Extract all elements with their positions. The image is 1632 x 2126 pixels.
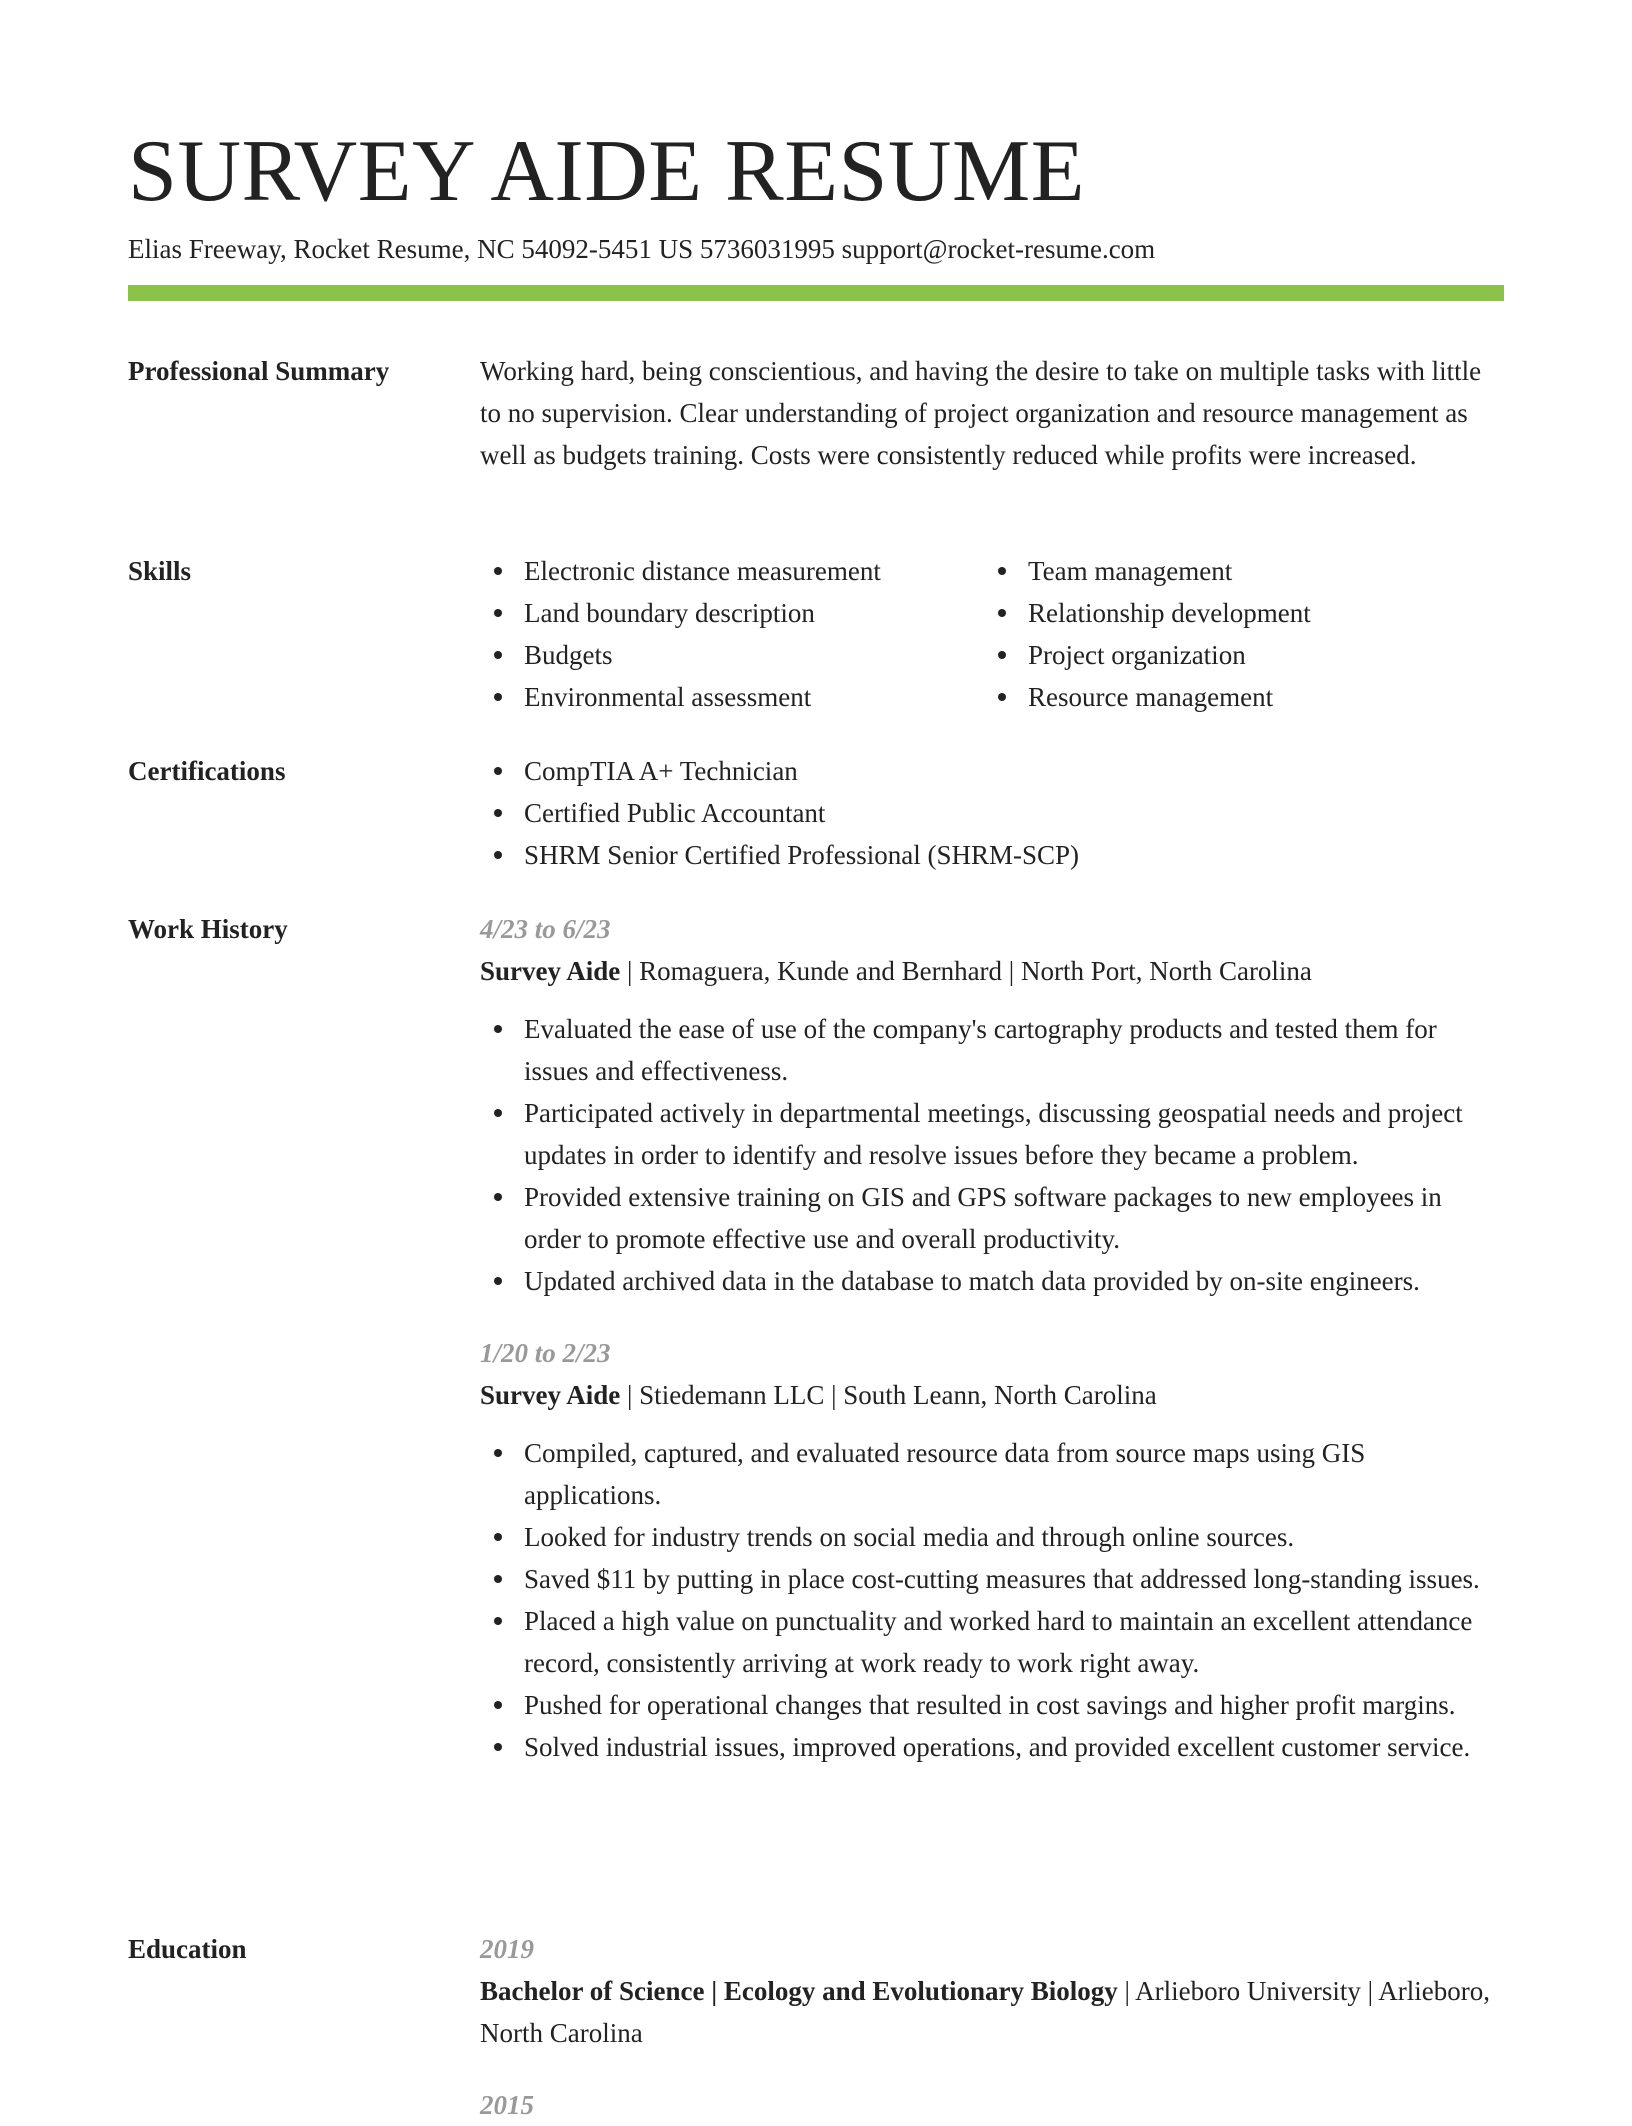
work-history-content [480,908,1504,1798]
skill-item: Electronic distance measurement [480,550,980,592]
education-degree: Bachelor of Science | Ecology and Evolutionary Biology [480,1976,1118,2006]
job-dates: 1/20 to 2/23 [480,1338,611,1368]
job-bullet-list [480,1008,1504,1302]
education-content [480,1928,1504,2126]
skill-item: Project organization [984,634,1484,676]
education-details: | Arlieboro University | Arlieboro, North Carolina [480,1976,1490,2048]
header-divider [128,285,1504,301]
skill-item: Environmental assessment [480,676,980,718]
skill-item: Resource management [984,676,1484,718]
job-entry [480,908,1504,1302]
job-bullet: Provided extensive training on GIS and GPS software packages to new employees in order to promote effective use and overall productivity. [480,1176,1504,1260]
summary-label: Professional Summary [128,356,390,386]
job-heading [480,1374,1504,1416]
summary-text: Working hard, being conscientious, and having the desire to take on multiple tasks with little to no supervision. Clear understanding of project organization and resource management as well as budgets training. Costs were consistently reduced while profits were increased. [480,356,1482,470]
job-title: Survey Aide [480,956,621,986]
job-bullet: Placed a high value on punctuality and worked hard to maintain an excellent attendance record, consistently arriving at work ready to work right away. [480,1600,1504,1684]
skill-item: Land boundary description [480,592,980,634]
job-bullet-list [480,1432,1504,1768]
certifications-list [480,750,1504,876]
job-bullet: Participated actively in departmental meetings, discussing geospatial needs and project updates in order to identify and resolve issues before they became a problem. [480,1092,1504,1176]
education-year: 2015 [480,2090,534,2120]
certifications-label: Certifications [128,756,286,786]
job-bullet: Pushed for operational changes that resulted in cost savings and higher profit margins. [480,1684,1504,1726]
skill-item: Relationship development [984,592,1484,634]
education-label: Education [128,1934,247,1964]
skills-content [480,550,1504,718]
job-bullet: Solved industrial issues, improved operations, and provided excellent customer service. [480,1726,1504,1768]
education-heading [480,1970,1504,2054]
job-bullet: Saved $11 by putting in place cost-cutting measures that addressed long-standing issues. [480,1558,1504,1600]
certification-item: SHRM Senior Certified Professional (SHRM-SCP) [480,834,1504,876]
skills-list-right [984,550,1484,718]
job-details: | Romaguera, Kunde and Bernhard | North Port, North Carolina [620,956,1312,986]
work-history-label: Work History [128,914,288,944]
resume-title: SURVEY AIDE RESUME [128,123,1085,220]
job-heading [480,950,1504,992]
skills-list-left [480,550,980,718]
job-bullet: Looked for industry trends on social media and through online sources. [480,1516,1504,1558]
job-dates: 4/23 to 6/23 [480,914,611,944]
certification-item: Certified Public Accountant [480,792,1504,834]
education-year: 2019 [480,1934,534,1964]
job-details: | Stiedemann LLC | South Leann, North Carolina [620,1380,1157,1410]
skill-item: Budgets [480,634,980,676]
skills-label: Skills [128,556,192,586]
contact-line: Elias Freeway, Rocket Resume, NC 54092-5451 US 5736031995 support@rocket-resume.com [128,234,1156,264]
job-bullet: Compiled, captured, and evaluated resource data from source maps using GIS applications. [480,1432,1504,1516]
certification-item: CompTIA A+ Technician [480,750,1504,792]
job-title: Survey Aide [480,1380,621,1410]
job-entry [480,1332,1504,1768]
job-bullet: Updated archived data in the database to match data provided by on-site engineers. [480,1260,1504,1302]
job-bullet: Evaluated the ease of use of the company's cartography products and tested them for issues and effectiveness. [480,1008,1504,1092]
skill-item: Team management [984,550,1484,592]
